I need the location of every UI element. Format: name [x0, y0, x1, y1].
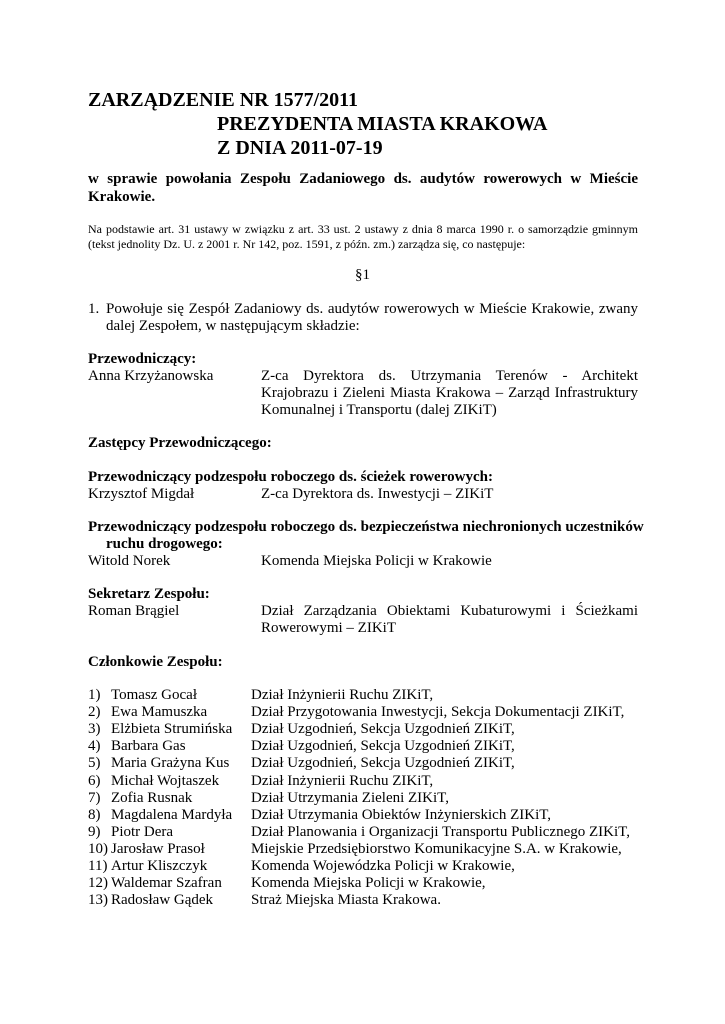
safety-name: Witold Norek: [88, 553, 171, 569]
legal-basis-line1: Na podstawie art. 31 ustawy w związku z art. 33 ust. 2 ustawy z dnia 8 marca 1990 r. o samorządzie gminnym: [88, 222, 638, 236]
member-number: 3): [88, 721, 101, 737]
safety-heading-line1: Przewodniczący podzespołu roboczego ds. bezpieczeństwa niechronionych uczestników: [88, 519, 644, 535]
member-name: Jarosław Prasoł: [111, 841, 205, 857]
secretary-heading: Sekretarz Zespołu:: [88, 586, 210, 602]
section-heading: §1: [355, 267, 370, 283]
member-unit: Dział Uzgodnień, Sekcja Uzgodnień ZIKiT,: [251, 738, 515, 754]
members-heading: Członkowie Zespołu:: [88, 654, 223, 670]
point-text-line1: Powołuje się Zespół Zadaniowy ds. audytów rowerowych w Mieście Krakowie, zwany: [106, 301, 638, 317]
member-number: 11): [88, 858, 108, 874]
member-number: 8): [88, 807, 101, 823]
chair-role-line3: Komunalnej i Transportu (dalej ZIKiT): [261, 402, 497, 418]
secretary-role-line2: Rowerowymi – ZIKiT: [261, 620, 396, 636]
member-unit: Dział Uzgodnień, Sekcja Uzgodnień ZIKiT,: [251, 721, 515, 737]
member-unit: Dział Przygotowania Inwestycji, Sekcja Dokumentacji ZIKiT,: [251, 704, 625, 720]
member-unit: Dział Planowania i Organizacji Transportu Publicznego ZIKiT,: [251, 824, 630, 840]
member-unit: Straż Miejska Miasta Krakowa.: [251, 892, 441, 908]
member-name: Barbara Gas: [111, 738, 186, 754]
member-unit: Dział Inżynierii Ruchu ZIKiT,: [251, 687, 434, 703]
member-name: Piotr Dera: [111, 824, 174, 840]
member-name: Elżbieta Strumińska: [111, 721, 233, 737]
member-number: 7): [88, 790, 101, 806]
member-unit: Komenda Wojewódzka Policji w Krakowie,: [251, 858, 515, 874]
document-title-line2: PREZYDENTA MIASTA KRAKOWA: [217, 113, 548, 135]
member-unit: Dział Uzgodnień, Sekcja Uzgodnień ZIKiT,: [251, 755, 515, 771]
subject-line2: Krakowie.: [88, 189, 156, 205]
point-number: 1.: [88, 301, 100, 317]
secretary-name: Roman Brągiel: [88, 603, 180, 619]
chair-name: Anna Krzyżanowska: [88, 368, 214, 384]
deputies-heading: Zastępcy Przewodniczącego:: [88, 435, 272, 451]
secretary-role-line1: Dział Zarządzania Obiektami Kubaturowymi i Ścieżkami: [261, 603, 638, 619]
bike-paths-name: Krzysztof Migdał: [88, 486, 195, 502]
member-unit: Komenda Miejska Policji w Krakowie,: [251, 875, 486, 891]
member-name: Zofia Rusnak: [111, 790, 193, 806]
member-name: Tomasz Gocał: [111, 687, 198, 703]
point-text-line2: dalej Zespołem, w następującym składzie:: [106, 318, 360, 334]
chair-role-line2: Krajobrazu i Zieleni Miasta Krakowa – Zarząd Infrastruktury: [261, 385, 638, 401]
chair-role-line1: Z-ca Dyrektora ds. Utrzymania Terenów - Architekt: [261, 368, 638, 384]
document-title-line3: Z DNIA 2011-07-19: [217, 137, 383, 159]
member-unit: Dział Utrzymania Zieleni ZIKiT,: [251, 790, 449, 806]
member-number: 4): [88, 738, 101, 754]
member-name: Maria Grażyna Kus: [111, 755, 230, 771]
member-name: Waldemar Szafran: [111, 875, 222, 891]
safety-heading-line2: ruchu drogowego:: [106, 536, 223, 552]
subject-line1: w sprawie powołania Zespołu Zadaniowego ds. audytów rowerowych w Mieście: [88, 171, 638, 187]
member-number: 10): [88, 841, 108, 857]
legal-basis-line2: (tekst jednolity Dz. U. z 2001 r. Nr 142, poz. 1591, z późn. zm.) zarządza się, co następuje:: [88, 237, 526, 251]
member-unit: Dział Inżynierii Ruchu ZIKiT,: [251, 773, 434, 789]
member-number: 2): [88, 704, 101, 720]
member-number: 9): [88, 824, 101, 840]
member-name: Ewa Mamuszka: [111, 704, 208, 720]
bike-paths-heading: Przewodniczący podzespołu roboczego ds. ścieżek rowerowych:: [88, 469, 493, 485]
member-number: 1): [88, 687, 101, 703]
safety-role: Komenda Miejska Policji w Krakowie: [261, 553, 492, 569]
member-number: 12): [88, 875, 108, 891]
bike-paths-role: Z-ca Dyrektora ds. Inwestycji – ZIKiT: [261, 486, 494, 502]
member-number: 6): [88, 773, 101, 789]
member-name: Michał Wojtaszek: [111, 773, 220, 789]
member-name: Magdalena Mardyła: [111, 807, 233, 823]
chair-heading: Przewodniczący:: [88, 351, 197, 367]
member-name: Radosław Gądek: [111, 892, 214, 908]
member-number: 5): [88, 755, 101, 771]
member-unit: Miejskie Przedsiębiorstwo Komunikacyjne S.A. w Krakowie,: [251, 841, 622, 857]
member-unit: Dział Utrzymania Obiektów Inżynierskich ZIKiT,: [251, 807, 552, 823]
member-name: Artur Kliszczyk: [111, 858, 208, 874]
member-number: 13): [88, 892, 108, 908]
document-title-line1: ZARZĄDZENIE NR 1577/2011: [88, 89, 359, 111]
